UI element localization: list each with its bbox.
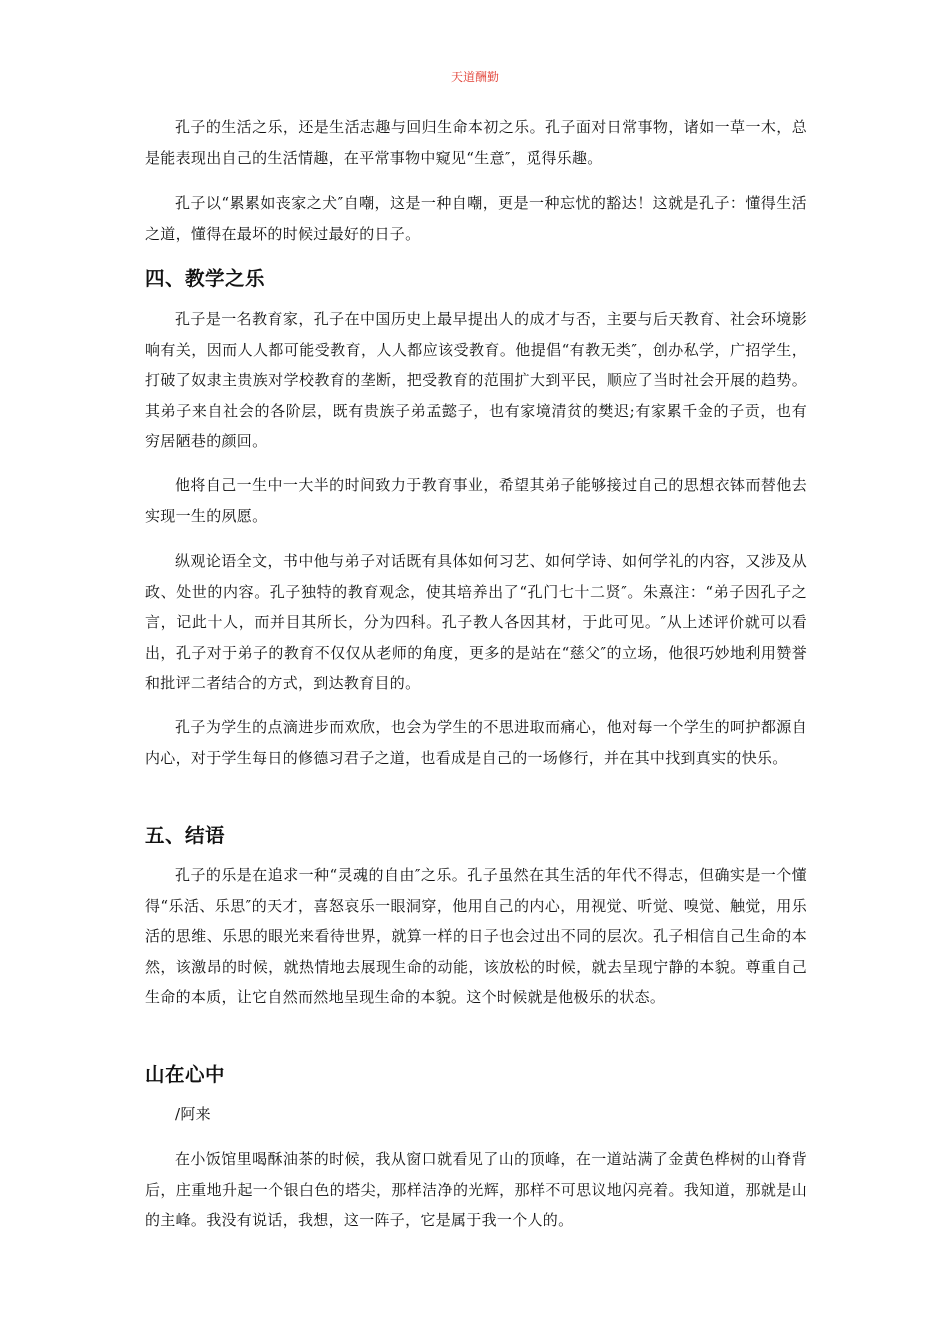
paragraph: 孔子的乐是在追求一种“灵魂的自由″之乐。孔子虽然在其生活的年代不得志，但确实是一个懂得“乐活、乐思″的天才，喜怒哀乐一眼洞穿，他用自己的内心，用视觉、听觉、嗅觉、触觉，用乐活的思维、乐思的眼光来看待世界，就算一样的日子也会过出不同的层次。孔子相信自己生命的本然，该激昂的时候，就热情地去展现生命的动能，该放松的时候，就去呈现宁静的本貌。尊重自己生命的本质，让它自然而然地呈现生命的本貌。这个时候就是他极乐的状态。	[145, 866, 807, 1006]
paragraph: 孔子的生活之乐，还是生活志趣与回归生命本初之乐。孔子面对日常事物，诸如一草一木，总是能表现出自己的生活情趣，在平常事物中窥见“生意″，觅得乐趣。	[145, 118, 807, 167]
article-title-block	[145, 1061, 807, 1089]
intro-paragraph-2	[145, 188, 807, 249]
section-heading: 五、结语	[145, 824, 226, 847]
section-4-paragraph-4	[145, 712, 807, 773]
paragraph: 孔子为学生的点滴进步而欢欣，也会为学生的不思进取而痛心，他对每一个学生的呵护都源自内心，对于学生每日的修德习君子之道，也看成是自己的一场修行，并在其中找到真实的快乐。	[145, 718, 807, 767]
paragraph: 他将自己一生中一大半的时间致力于教育事业，希望其弟子能够接过自己的思想衣钵而替他去实现一生的夙愿。	[145, 476, 807, 525]
article-author: /阿来	[175, 1105, 211, 1123]
paragraph: 在小饭馆里喝酥油茶的时候，我从窗口就看见了山的顶峰，在一道站满了金黄色桦树的山脊背后，庄重地升起一个银白色的塔尖，那样洁净的光辉，那样不可思议地闪亮着。我知道，那就是山的主峰。我没有说话，我想，这一阵子，它是属于我一个人的。	[145, 1150, 807, 1229]
paragraph: 孔子以“累累如丧家之犬″自嘲，这是一种自嘲，更是一种忘忧的豁达！这就是孔子：懂得生活之道，懂得在最坏的时候过最好的日子。	[145, 194, 807, 243]
section-5-paragraph-1	[145, 860, 807, 1013]
section-4-paragraph-2	[145, 470, 807, 531]
section-4-paragraph-1	[145, 304, 807, 457]
article-paragraph-1	[145, 1144, 807, 1236]
page-header: 天道酬勤	[450, 70, 499, 84]
section-4-paragraph-3	[145, 546, 807, 699]
article-author-block	[145, 1099, 807, 1130]
section-5-heading-block	[145, 822, 807, 850]
section-heading: 四、教学之乐	[145, 267, 266, 290]
paragraph: 纵观论语全文，书中他与弟子对话既有具体如何习艺、如何学诗、如何学礼的内容，又涉及从政、处世的内容。孔子独特的教育观念，使其培养出了“孔门七十二贤″。朱熹注：“弟子因孔子之言，记此十人，而并目其所长，分为四科。孔子教人各因其材，于此可见。″从上述评价就可以看出，孔子对于弟子的教育不仅仅从老师的角度，更多的是站在“慈父″的立场，他很巧妙地利用赞誉和批评二者结合的方式，到达教育目的。	[145, 552, 807, 692]
paragraph: 孔子是一名教育家，孔子在中国历史上最早提出人的成才与否，主要与后天教育、社会环境影响有关，因而人人都可能受教育，人人都应该受教育。他提倡“有教无类″，创办私学，广招学生，打破了奴隶主贵族对学校教育的垄断，把受教育的范围扩大到平民，顺应了当时社会开展的趋势。其弟子来自社会的各阶层，既有贵族子弟孟懿子，也有家境清贫的樊迟;有家累千金的子贡，也有穷居陋巷的颜回。	[145, 310, 807, 450]
intro-paragraph-1	[145, 112, 807, 173]
section-4-heading-block	[145, 265, 807, 293]
article-title: 山在心中	[145, 1063, 226, 1086]
